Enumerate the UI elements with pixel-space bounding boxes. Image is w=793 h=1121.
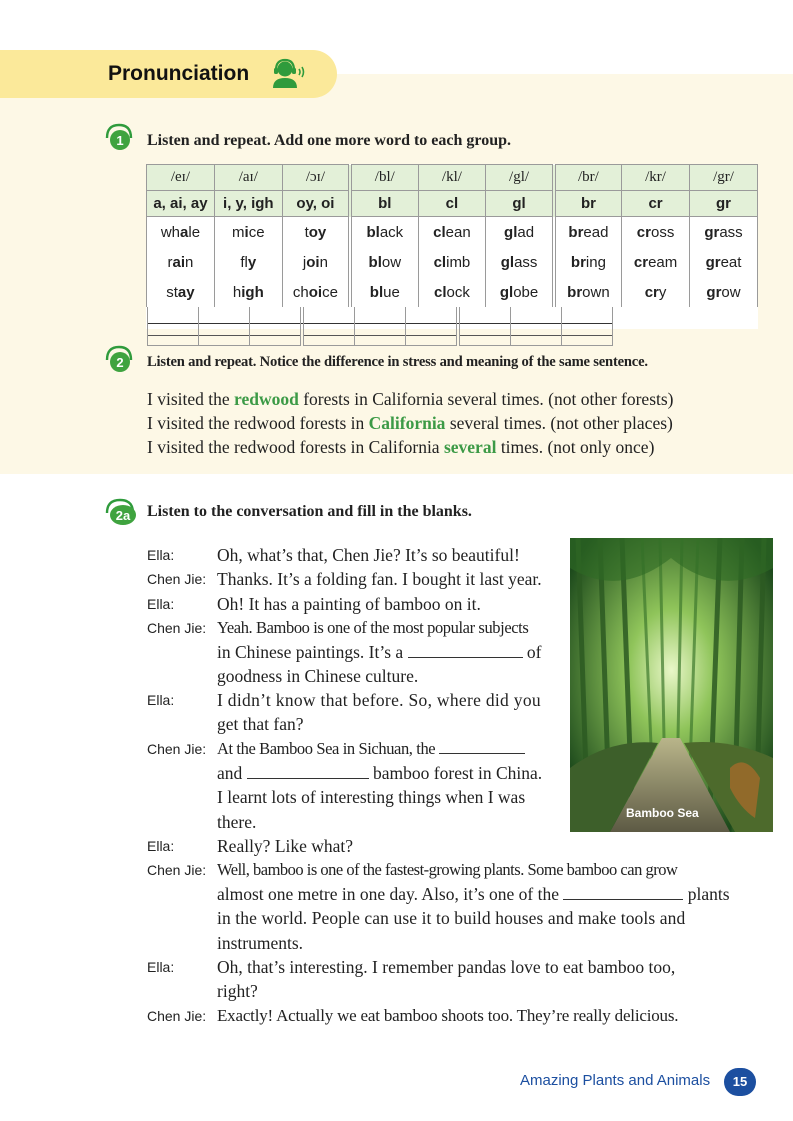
- example-word: join: [282, 247, 350, 277]
- fill-blank[interactable]: [247, 762, 369, 779]
- example-word: brown: [554, 277, 622, 307]
- activity-1-instruction: Listen and repeat. Add one more word to each group.: [147, 132, 512, 149]
- spelling-row: [147, 191, 758, 217]
- dialogue-line: Thanks. It’s a folding fan. I bought it last year.: [217, 569, 542, 589]
- example-word: grow: [690, 277, 758, 307]
- activity-2-instruction: Listen and repeat. Notice the difference in stress and meaning of the same sentence.: [147, 354, 648, 370]
- dialogue-line: there.: [217, 812, 257, 832]
- spelling-pattern: a, ai, ay: [147, 191, 215, 217]
- svg-text:2a: 2a: [115, 508, 131, 523]
- phoneme-symbol: /eɪ/: [147, 165, 215, 191]
- example-word: globe: [486, 277, 554, 307]
- spelling-pattern: bl: [350, 191, 418, 217]
- answer-blank[interactable]: [405, 307, 458, 346]
- dialogue-line: At the Bamboo Sea in Sichuan, the: [217, 737, 525, 761]
- spelling-pattern: gl: [486, 191, 554, 217]
- example-word: fly: [214, 247, 282, 277]
- dialogue-line: in the world. People can use it to build houses and make tools and: [217, 908, 686, 928]
- stress-sentence-2: I visited the redwood forests in California several times. (not other places): [147, 413, 673, 433]
- dialogue-line: Oh, what’s that, Chen Jie? It’s so beautiful!: [217, 545, 520, 565]
- speaker-label: Ella:: [147, 959, 175, 975]
- speaker-label: Chen Jie:: [147, 1008, 207, 1024]
- speaker-label: Chen Jie:: [147, 620, 207, 636]
- speaker-label: Ella:: [147, 838, 175, 854]
- spelling-pattern: i, y, igh: [214, 191, 282, 217]
- fill-blank[interactable]: [439, 737, 525, 754]
- spelling-pattern: br: [554, 191, 622, 217]
- activity-2-badge-icon: [104, 343, 134, 373]
- answer-blank[interactable]: [561, 307, 612, 346]
- phoneme-symbol: /gr/: [690, 165, 758, 191]
- answer-blank[interactable]: [458, 307, 511, 346]
- answer-blank[interactable]: [302, 307, 355, 346]
- phoneme-symbol: /gl/: [486, 165, 554, 191]
- phonics-table: [146, 164, 758, 329]
- example-word: great: [690, 247, 758, 277]
- stressed-word: several: [443, 437, 497, 457]
- example-word: bring: [554, 247, 622, 277]
- dialogue-line: Exactly! Actually we eat bamboo shoots too. They’re really delicious.: [217, 1006, 679, 1025]
- activity-2a-instruction: Listen to the conversation and fill in the blanks.: [147, 503, 472, 520]
- bamboo-sea-photo: [570, 538, 773, 832]
- dialogue-line: right?: [217, 981, 258, 1001]
- answer-row: [147, 307, 613, 324]
- phoneme-symbol: /kl/: [418, 165, 486, 191]
- example-word: whale: [147, 217, 215, 248]
- phoneme-symbol: /br/: [554, 165, 622, 191]
- headset-icon: [268, 58, 308, 92]
- example-word: climb: [418, 247, 486, 277]
- dialogue-line: Oh! It has a painting of bamboo on it.: [217, 594, 481, 614]
- fill-blank[interactable]: [563, 883, 683, 900]
- phoneme-symbol: /bl/: [350, 165, 418, 191]
- svg-text:2: 2: [116, 355, 124, 370]
- dialogue-line: instruments.: [217, 933, 304, 953]
- example-word: glad: [486, 217, 554, 248]
- example-word: clean: [418, 217, 486, 248]
- activity-1-badge-icon: [104, 121, 134, 151]
- phoneme-symbol: /aɪ/: [214, 165, 282, 191]
- speaker-label: Ella:: [147, 547, 175, 563]
- svg-text:1: 1: [116, 133, 124, 148]
- example-word: clock: [418, 277, 486, 307]
- photo-caption: Bamboo Sea: [626, 806, 699, 820]
- dialogue-line: Oh, that’s interesting. I remember pandas love to eat bamboo too,: [217, 957, 676, 977]
- dialogue-line: goodness in Chinese culture.: [217, 666, 419, 686]
- bamboo-forest-illustration: [570, 538, 773, 832]
- spelling-pattern: cr: [622, 191, 690, 217]
- phoneme-symbol: /kr/: [622, 165, 690, 191]
- speaker-label: Ella:: [147, 692, 175, 708]
- unit-title: Amazing Plants and Animals: [520, 1072, 711, 1089]
- example-word: toy: [282, 217, 350, 248]
- example-word: bread: [554, 217, 622, 248]
- dialogue-line: I didn’t know that before. So, where did you: [217, 690, 541, 710]
- answer-blank[interactable]: [198, 307, 249, 346]
- example-word: stay: [147, 277, 215, 307]
- spelling-pattern: cl: [418, 191, 486, 217]
- spelling-pattern: gr: [690, 191, 758, 217]
- stress-sentence-3: I visited the redwood forests in California several times. (not only once): [147, 437, 655, 457]
- example-word: blue: [350, 277, 418, 307]
- dialogue-line: almost one metre in one day. Also, it’s one of the plants: [217, 884, 730, 904]
- example-word: rain: [147, 247, 215, 277]
- answer-blank[interactable]: [354, 307, 405, 346]
- fill-blank[interactable]: [408, 641, 523, 658]
- word-row: [147, 247, 758, 277]
- example-word: choice: [282, 277, 350, 307]
- speaker-label: Chen Jie:: [147, 741, 207, 757]
- example-word: grass: [690, 217, 758, 248]
- example-word: mice: [214, 217, 282, 248]
- speaker-label: Chen Jie:: [147, 862, 207, 878]
- dialogue-line: Yeah. Bamboo is one of the most popular subjects: [217, 618, 529, 637]
- speaker-label: Chen Jie:: [147, 571, 207, 587]
- dialogue-line: Well, bamboo is one of the fastest-growing plants. Some bamboo can grow: [217, 860, 678, 879]
- example-word: glass: [486, 247, 554, 277]
- symbol-row: [147, 165, 758, 191]
- example-word: blow: [350, 247, 418, 277]
- word-row: [147, 277, 758, 307]
- dialogue-line: get that fan?: [217, 714, 304, 734]
- word-row: [147, 217, 758, 248]
- speaker-label: Ella:: [147, 596, 175, 612]
- dialogue-line: I learnt lots of interesting things when I was: [217, 787, 526, 807]
- activity-2a-badge-icon: [104, 496, 140, 526]
- page-number: 15: [724, 1068, 756, 1096]
- dialogue-line: and bamboo forest in China.: [217, 763, 543, 783]
- stressed-word: California: [368, 413, 446, 433]
- spelling-pattern: oy, oi: [282, 191, 350, 217]
- example-word: high: [214, 277, 282, 307]
- section-title: Pronunciation: [108, 62, 250, 85]
- dialogue-line: in Chinese paintings. It’s a of: [217, 642, 542, 662]
- example-word: black: [350, 217, 418, 248]
- answer-blank[interactable]: [249, 307, 302, 346]
- answer-blank[interactable]: [510, 307, 561, 346]
- example-word: cry: [622, 277, 690, 307]
- answer-blank[interactable]: [147, 307, 198, 346]
- stress-sentence-1: I visited the redwood forests in California several times. (not other forests): [147, 389, 674, 409]
- stressed-word: redwood: [234, 389, 299, 409]
- example-word: cream: [622, 247, 690, 277]
- dialogue-line: Really? Like what?: [217, 836, 354, 856]
- phoneme-symbol: /ɔɪ/: [282, 165, 350, 191]
- example-word: cross: [622, 217, 690, 248]
